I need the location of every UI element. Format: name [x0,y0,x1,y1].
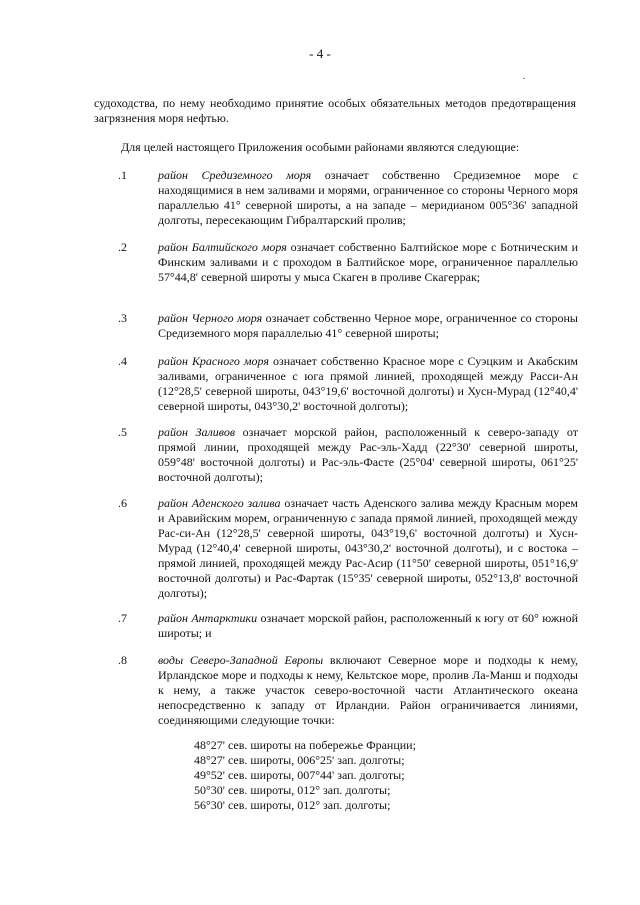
item-definition: означает собственно Красное море с Суэцким и Акабским заливами, ограниченное с юга прямой линией, проходящей между Расси-Ан (12°28,5' северной широты, 043°19,6' восточной долготы) и Хусн-Мурад (12°40,4' северной широты, 043°30,2' восточной долготы); [158,354,579,413]
item-definition: означает морской район, расположенный к югу от 60° южной широты; и [158,611,578,640]
coordinate-line: 48°27' сев. широты на побережье Франции; [194,738,416,752]
item-text [158,653,578,728]
item-definition: означает собственно Средиземное море с находящимися в нем заливами и морями, ограниченное со стороны Черного моря параллелью 41° северной широты, а на западе – меридианом 005°36' западной долготы, пересекающим Гибралтарский пролив; [158,168,578,227]
intro-continuation-paragraph: судоходства, по нему необходимо принятие особых обязательных методов предотвращения загрязнения моря нефтью. [94,96,576,125]
item-text [158,311,578,341]
item-text [158,425,578,485]
item-text [158,240,578,285]
item-number: .5 [118,425,127,439]
coordinate-line: 48°27' сев. широты, 006°25' зап. долготы; [194,753,405,767]
item-definition: означает часть Аденского залива между Красным морем и Аравийским морем, ограниченную с запада прямой линией, проходящей между Рас-си-Ан (12°28,5' северной широты, 043°19,6' восточной долготы) и Хусн-Мурад (12°40,4' северной широты, 043°30,2' восточной долготы), и с востока – прямой линией, проходящей между Рас-Асир (11°50' северной широты, 051°16,9' восточной долготы) и Рас-Фартак (15°35' северной широты, 052°13,8' восточной долготы); [158,496,579,600]
item-term: район Заливов [158,425,236,439]
item-definition: означает собственно Балтийское море с Ботническим и Финским заливами и с проходом в Балтийское море, ограниченное параллелью 57°44,8' северной широты у мыса Скаген в проливе Скагеррак; [158,240,578,284]
item-number: .4 [118,354,127,368]
item-term: район Аденского залива [158,496,281,510]
item-term: район Антарктики [158,611,258,625]
item-term: район Красного моря [158,354,269,368]
item-number: .8 [118,653,127,667]
coordinate-line: 50°30' сев. широты, 012° зап. долготы; [194,783,391,797]
item-number: .3 [118,311,127,325]
item-number: .1 [118,168,127,182]
purpose-line: Для целей настоящего Приложения особыми районами являются следующие: [121,140,520,154]
item-text [158,168,578,228]
boundary-coordinates-list [194,738,574,813]
item-number: .2 [118,240,127,254]
item-text [158,496,578,601]
scan-speck [523,78,525,79]
item-number: .6 [118,496,127,510]
item-term: воды Северо-Западной Европы [158,653,324,667]
item-term: район Средиземного моря [158,168,312,182]
item-definition: включают Северное море и подходы к нему, Ирландское море и подходы к нему, Кельтское море, пролив Ла-Манш и подходы к нему, а также участок северо-восточной части Атлантического океана непосредственно к западу от Ирландии. Район ограничивается линиями, соединяющими следующие точки: [158,653,578,727]
coordinate-line: 56°30' сев. широты, 012° зап. долготы; [194,798,391,812]
item-text [158,611,578,641]
item-term: район Черного моря [158,311,263,325]
item-term: район Балтийского моря [158,240,287,254]
page-number: - 4 - [309,46,331,61]
item-definition: означает собственно Черное море, ограниченное со стороны Средиземного моря параллелью 41° северной широты; [158,311,578,340]
item-definition: означает морской район, расположенный к северо-западу от прямой линии, проходящей между Рас-эль-Хадд (22°30' северной широты, 059°48' восточной долготы) и Рас-эль-Фасте (25°04' северной широты, 061°25' восточной долготы); [158,425,578,484]
item-text [158,354,578,414]
item-number: .7 [118,611,127,625]
coordinate-line: 49°52' сев. широты, 007°44' зап. долготы; [194,768,405,782]
